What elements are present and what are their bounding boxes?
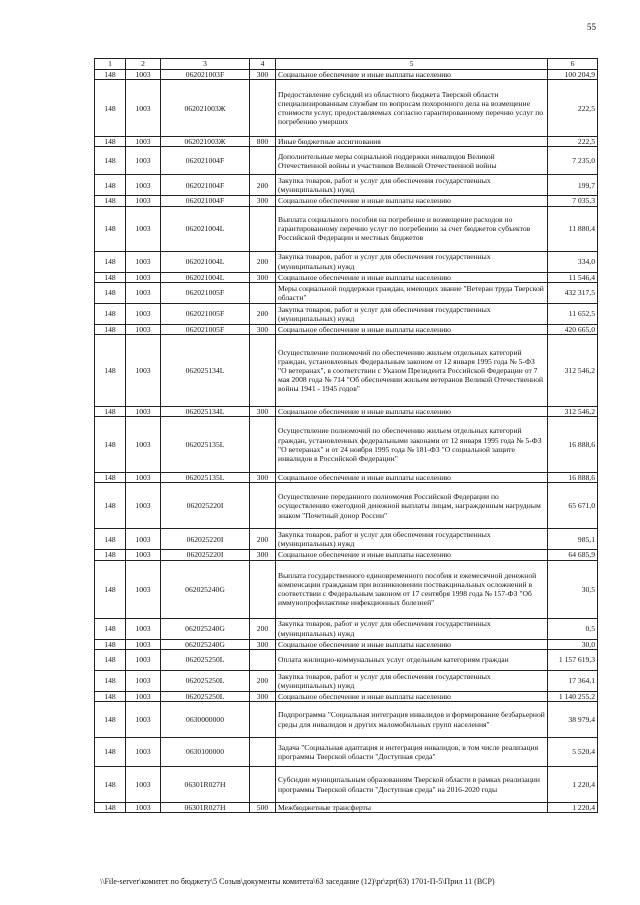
target-article-cell: 062025250L (161, 670, 250, 691)
amount-cell: 312 546,2 (548, 407, 598, 417)
section-code-cell: 1003 (126, 417, 161, 473)
department-code-cell: 148 (95, 767, 126, 803)
expense-type-cell: 300 (250, 550, 276, 560)
description-cell: Социальное обеспечение и иные выплаты населению (276, 550, 548, 560)
description-cell: Социальное обеспечение и иные выплаты населению (276, 691, 548, 701)
table-row (95, 649, 598, 670)
expense-type-cell: 200 (250, 618, 276, 639)
expense-type-cell: 300 (250, 407, 276, 417)
department-code-cell: 148 (95, 196, 126, 206)
section-code-cell: 1003 (126, 70, 161, 80)
department-code-cell: 148 (95, 206, 126, 251)
department-code-cell: 148 (95, 473, 126, 483)
amount-cell: 11 652,5 (548, 303, 598, 324)
department-code-cell: 148 (95, 417, 126, 473)
description-cell: Подпрограмма "Социальная интеграция инвалидов и формирование безбарьерной среды для инвалидов и других маломобильных групп населения" (276, 702, 548, 738)
table-row (95, 335, 598, 407)
expense-type-cell (250, 738, 276, 767)
description-cell: Социальное обеспечение и иные выплаты населению (276, 473, 548, 483)
department-code-cell: 148 (95, 70, 126, 80)
table-row (95, 560, 598, 618)
amount-cell: 16 888,6 (548, 473, 598, 483)
header-cell: 1 (95, 59, 126, 70)
expense-type-cell: 300 (250, 639, 276, 649)
description-cell: Осуществление полномочий по обеспечению жильем отдельных категорий граждан, установленных федеральными законами от 12 января 1995 года № 5-ФЗ "О ветеранах" и от 24 ноября 1995 года № 181-ФЗ "О социальной защите инвалидов в Российской Федерации" (276, 417, 548, 473)
expense-type-cell (250, 206, 276, 251)
section-code-cell: 1003 (126, 335, 161, 407)
department-code-cell: 148 (95, 175, 126, 196)
section-code-cell: 1003 (126, 767, 161, 803)
target-article-cell: 062025220I (161, 550, 250, 560)
table-row (95, 473, 598, 483)
department-code-cell: 148 (95, 639, 126, 649)
description-cell: Предоставление субсидий из областного бюджета Тверской области специализированным службам по вопросам похоронного дела на возмещение стоимости услуг, предоставляемых согласно гарантированному перечню услуг по погребению умерших (276, 80, 548, 137)
amount-cell: 199,7 (548, 175, 598, 196)
description-cell: Субсидии муниципальным образованиям Тверской области в рамках реализации программы Тверской области "Доступная среда" на 2016-2020 годы (276, 767, 548, 803)
expense-type-cell (250, 417, 276, 473)
section-code-cell: 1003 (126, 196, 161, 206)
expense-type-cell (250, 335, 276, 407)
expense-type-cell (250, 483, 276, 529)
description-cell: Социальное обеспечение и иные выплаты населению (276, 407, 548, 417)
target-article-cell: 062025250L (161, 691, 250, 701)
department-code-cell: 148 (95, 303, 126, 324)
target-article-cell: 062021003Ж (161, 137, 250, 147)
expense-type-cell: 300 (250, 272, 276, 282)
expense-type-cell: 200 (250, 529, 276, 550)
amount-cell: 1 220,4 (548, 767, 598, 803)
table-row (95, 175, 598, 196)
section-code-cell: 1003 (126, 639, 161, 649)
department-code-cell: 148 (95, 272, 126, 282)
amount-cell: 65 671,0 (548, 483, 598, 529)
table-row (95, 70, 598, 80)
description-cell: Меры социальной поддержки граждан, имеющих звание "Ветеран труда Тверской области" (276, 282, 548, 303)
target-article-cell: 062021004L (161, 206, 250, 251)
expense-type-cell (250, 767, 276, 803)
department-code-cell: 148 (95, 550, 126, 560)
target-article-cell: 062021005F (161, 282, 250, 303)
table-row (95, 196, 598, 206)
file-path-footer: \\File-server\комитет по бюджету\5 Созыв\документы комитета\63 заседание (12)\pr\zpr(63) 1701-П-5\Прил 11 (ВСР) (100, 877, 495, 886)
description-cell: Выплата государственного единовременного пособия и ежемесячной денежной компенсации гражданам при возникновении поствакцинальных осложнений в соответствии с Федеральным законом от 17 сентября 1998 года № 157-ФЗ "Об иммунопрофилактике инфекционных болезней" (276, 560, 548, 618)
amount-cell: 1 220,4 (548, 803, 598, 813)
section-code-cell: 1003 (126, 251, 161, 272)
amount-cell: 222,5 (548, 137, 598, 147)
section-code-cell: 1003 (126, 803, 161, 813)
amount-cell: 1 157 619,3 (548, 649, 598, 670)
target-article-cell: 062025240G (161, 639, 250, 649)
table-row (95, 670, 598, 691)
section-code-cell: 1003 (126, 560, 161, 618)
description-cell: Межбюджетные трансферты (276, 803, 548, 813)
department-code-cell: 148 (95, 251, 126, 272)
amount-cell: 100 204,9 (548, 70, 598, 80)
department-code-cell: 148 (95, 670, 126, 691)
header-cell: 3 (161, 59, 250, 70)
target-article-cell: 0630000000 (161, 702, 250, 738)
amount-cell: 985,1 (548, 529, 598, 550)
expense-type-cell: 300 (250, 691, 276, 701)
department-code-cell: 148 (95, 738, 126, 767)
section-code-cell: 1003 (126, 147, 161, 175)
table-row (95, 407, 598, 417)
description-cell: Выплата социального пособия на погребение и возмещение расходов по гарантированному перечню услуг по погребению за счет бюджетов субъектов Российской Федерации и местных бюджетов (276, 206, 548, 251)
department-code-cell: 148 (95, 691, 126, 701)
amount-cell: 312 546,2 (548, 335, 598, 407)
description-cell: Социальное обеспечение и иные выплаты населению (276, 272, 548, 282)
department-code-cell: 148 (95, 324, 126, 334)
department-code-cell: 148 (95, 335, 126, 407)
description-cell: Закупка товаров, работ и услуг для обеспечения государственных (муниципальных) нужд (276, 529, 548, 550)
amount-cell: 7 235,0 (548, 147, 598, 175)
description-cell: Закупка товаров, работ и услуг для обеспечения государственных (муниципальных) нужд (276, 670, 548, 691)
expense-type-cell: 200 (250, 670, 276, 691)
section-code-cell: 1003 (126, 473, 161, 483)
description-cell: Задача "Социальная адаптация и интеграция инвалидов, в том числе реализация программы Тверской области "Доступная среда" (276, 738, 548, 767)
amount-cell: 1 140 255,2 (548, 691, 598, 701)
table-row (95, 691, 598, 701)
section-code-cell: 1003 (126, 483, 161, 529)
expense-type-cell: 800 (250, 137, 276, 147)
expense-type-cell: 300 (250, 196, 276, 206)
section-code-cell: 1003 (126, 649, 161, 670)
table-row (95, 483, 598, 529)
description-cell: Осуществление переданного полномочия Российской Федерации по осуществлению ежегодной денежной выплаты лицам, награжденным нагрудным знаком "Почетный донор России" (276, 483, 548, 529)
table-row (95, 303, 598, 324)
amount-cell: 420 665,0 (548, 324, 598, 334)
target-article-cell: 062025135L (161, 473, 250, 483)
section-code-cell: 1003 (126, 618, 161, 639)
budget-table (94, 58, 598, 813)
table-row (95, 272, 598, 282)
description-cell: Закупка товаров, работ и услуг для обеспечения государственных (муниципальных) нужд (276, 251, 548, 272)
description-cell: Иные бюджетные ассигнования (276, 137, 548, 147)
section-code-cell: 1003 (126, 691, 161, 701)
department-code-cell: 148 (95, 702, 126, 738)
target-article-cell: 062021004F (161, 175, 250, 196)
amount-cell: 16 888,6 (548, 417, 598, 473)
amount-cell: 334,0 (548, 251, 598, 272)
description-cell: Дополнительные меры социальной поддержки инвалидов Великой Отечественной войны и участников Великой Отечественной войны (276, 147, 548, 175)
section-code-cell: 1003 (126, 529, 161, 550)
amount-cell: 222,5 (548, 80, 598, 137)
table-row (95, 550, 598, 560)
expense-type-cell (250, 80, 276, 137)
section-code-cell: 1003 (126, 175, 161, 196)
department-code-cell: 148 (95, 407, 126, 417)
table-row (95, 618, 598, 639)
amount-cell: 11 546,4 (548, 272, 598, 282)
description-cell: Оплата жилищно-коммунальных услуг отдельным категориям граждан (276, 649, 548, 670)
section-code-cell: 1003 (126, 303, 161, 324)
description-cell: Социальное обеспечение и иные выплаты населению (276, 324, 548, 334)
amount-cell: 64 685,9 (548, 550, 598, 560)
description-cell: Закупка товаров, работ и услуг для обеспечения государственных (муниципальных) нужд (276, 618, 548, 639)
target-article-cell: 062025220I (161, 529, 250, 550)
expense-type-cell: 300 (250, 473, 276, 483)
target-article-cell: 062025135L (161, 417, 250, 473)
section-code-cell: 1003 (126, 324, 161, 334)
expense-type-cell (250, 147, 276, 175)
page-number: 55 (587, 22, 596, 32)
target-article-cell: 062021005F (161, 303, 250, 324)
target-article-cell: 062025134L (161, 335, 250, 407)
amount-cell: 432 317,5 (548, 282, 598, 303)
table-row (95, 529, 598, 550)
section-code-cell: 1003 (126, 670, 161, 691)
header-cell: 4 (250, 59, 276, 70)
target-article-cell: 062021003F (161, 70, 250, 80)
amount-cell: 38 979,4 (548, 702, 598, 738)
table-row (95, 80, 598, 137)
target-article-cell: 062025134L (161, 407, 250, 417)
table-row (95, 251, 598, 272)
section-code-cell: 1003 (126, 282, 161, 303)
department-code-cell: 148 (95, 649, 126, 670)
target-article-cell: 06301R027H (161, 767, 250, 803)
department-code-cell: 148 (95, 483, 126, 529)
section-code-cell: 1003 (126, 80, 161, 137)
table-row (95, 639, 598, 649)
description-cell: Осуществление полномочий по обеспечению жильем отдельных категорий граждан, установленных Федеральным законом от 12 января 1995 года № 5-ФЗ "О ветеранах", в соответствии с Указом Президента Российской Федерации от 7 мая 2008 года № 714 "Об обеспечении жильем ветеранов Великой Отечественной войны 1941 - 1945 годов" (276, 335, 548, 407)
department-code-cell: 148 (95, 137, 126, 147)
department-code-cell: 148 (95, 529, 126, 550)
amount-cell: 30,0 (548, 639, 598, 649)
section-code-cell: 1003 (126, 702, 161, 738)
table-row (95, 417, 598, 473)
table-row (95, 702, 598, 738)
amount-cell: 17 364,1 (548, 670, 598, 691)
description-cell: Социальное обеспечение и иные выплаты населению (276, 639, 548, 649)
description-cell: Закупка товаров, работ и услуг для обеспечения государственных (муниципальных) нужд (276, 303, 548, 324)
target-article-cell: 06301R027H (161, 803, 250, 813)
section-code-cell: 1003 (126, 407, 161, 417)
expense-type-cell (250, 702, 276, 738)
amount-cell: 5 520,4 (548, 738, 598, 767)
header-row (95, 59, 598, 70)
section-code-cell: 1003 (126, 272, 161, 282)
expense-type-cell: 200 (250, 251, 276, 272)
target-article-cell: 062021005F (161, 324, 250, 334)
table-row (95, 324, 598, 334)
table-row (95, 147, 598, 175)
section-code-cell: 1003 (126, 137, 161, 147)
department-code-cell: 148 (95, 147, 126, 175)
amount-cell: 11 880,4 (548, 206, 598, 251)
department-code-cell: 148 (95, 560, 126, 618)
expense-type-cell (250, 282, 276, 303)
target-article-cell: 062021004F (161, 147, 250, 175)
expense-type-cell: 300 (250, 70, 276, 80)
section-code-cell: 1003 (126, 550, 161, 560)
description-cell: Социальное обеспечение и иные выплаты населению (276, 70, 548, 80)
header-cell: 6 (548, 59, 598, 70)
amount-cell: 7 035,3 (548, 196, 598, 206)
header-cell: 2 (126, 59, 161, 70)
target-article-cell: 0630100000 (161, 738, 250, 767)
expense-type-cell: 500 (250, 803, 276, 813)
target-article-cell: 062025240G (161, 560, 250, 618)
table-row (95, 206, 598, 251)
table-row (95, 803, 598, 813)
target-article-cell: 062025220I (161, 483, 250, 529)
department-code-cell: 148 (95, 80, 126, 137)
expense-type-cell: 200 (250, 303, 276, 324)
target-article-cell: 062021003Ж (161, 80, 250, 137)
amount-cell: 0,5 (548, 618, 598, 639)
expense-type-cell: 200 (250, 175, 276, 196)
target-article-cell: 062021004F (161, 196, 250, 206)
description-cell: Социальное обеспечение и иные выплаты населению (276, 196, 548, 206)
expense-type-cell: 300 (250, 324, 276, 334)
header-cell: 5 (276, 59, 548, 70)
department-code-cell: 148 (95, 803, 126, 813)
section-code-cell: 1003 (126, 206, 161, 251)
expense-type-cell (250, 560, 276, 618)
description-cell: Закупка товаров, работ и услуг для обеспечения государственных (муниципальных) нужд (276, 175, 548, 196)
target-article-cell: 062025240G (161, 618, 250, 639)
department-code-cell: 148 (95, 282, 126, 303)
target-article-cell: 062021004L (161, 251, 250, 272)
target-article-cell: 062021004L (161, 272, 250, 282)
target-article-cell: 062025250L (161, 649, 250, 670)
table-row (95, 738, 598, 767)
amount-cell: 30,5 (548, 560, 598, 618)
department-code-cell: 148 (95, 618, 126, 639)
section-code-cell: 1003 (126, 738, 161, 767)
expense-type-cell (250, 649, 276, 670)
table-row (95, 767, 598, 803)
table-row (95, 282, 598, 303)
table-row (95, 137, 598, 147)
